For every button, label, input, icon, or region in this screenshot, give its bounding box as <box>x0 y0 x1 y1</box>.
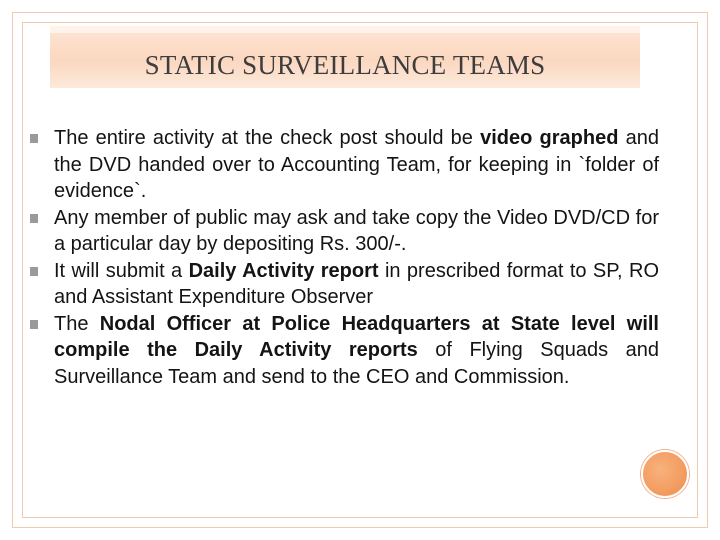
bullet-item-4 <box>54 311 659 391</box>
bullet-list <box>54 125 659 390</box>
orange-circle-icon <box>641 450 689 498</box>
bullet-text <box>54 313 659 388</box>
square-bullet-icon <box>30 320 38 329</box>
text-run: of Flying Squads and Surveillance Team and send to the CEO and Commission. <box>54 339 659 388</box>
text-run: The <box>54 312 100 335</box>
bold-text-run: video graphed <box>480 127 619 149</box>
square-bullet-icon <box>30 134 38 143</box>
bullet-text <box>54 260 659 309</box>
bold-text-run: Nodal Officer at Police Headquarters at State level will compile the Daily Activity reports <box>54 312 659 361</box>
bold-text-run: Daily Activity report <box>188 259 379 282</box>
text-run: in prescribed format to SP, RO and Assistant Expenditure Observer <box>54 259 659 308</box>
text-run: and the DVD handed over to Accounting Team, for keeping in `folder of evidence`. <box>54 127 659 202</box>
square-bullet-icon <box>30 214 38 223</box>
bullet-item-2 <box>54 205 659 258</box>
bullet-text <box>54 127 659 202</box>
bullet-item-3 <box>54 258 659 311</box>
text-run: Any member of public may ask and take copy the Video DVD/CD for a particular day by depositing Rs. 300/-. <box>54 206 659 255</box>
bullet-text <box>54 207 659 256</box>
bullet-item-1 <box>54 125 659 205</box>
square-bullet-icon <box>30 267 38 276</box>
slide-title: STATIC SURVEILLANCE TEAMS <box>144 50 546 80</box>
text-run: The entire activity at the check post should be <box>54 127 481 149</box>
text-run: It will submit a <box>54 259 189 282</box>
